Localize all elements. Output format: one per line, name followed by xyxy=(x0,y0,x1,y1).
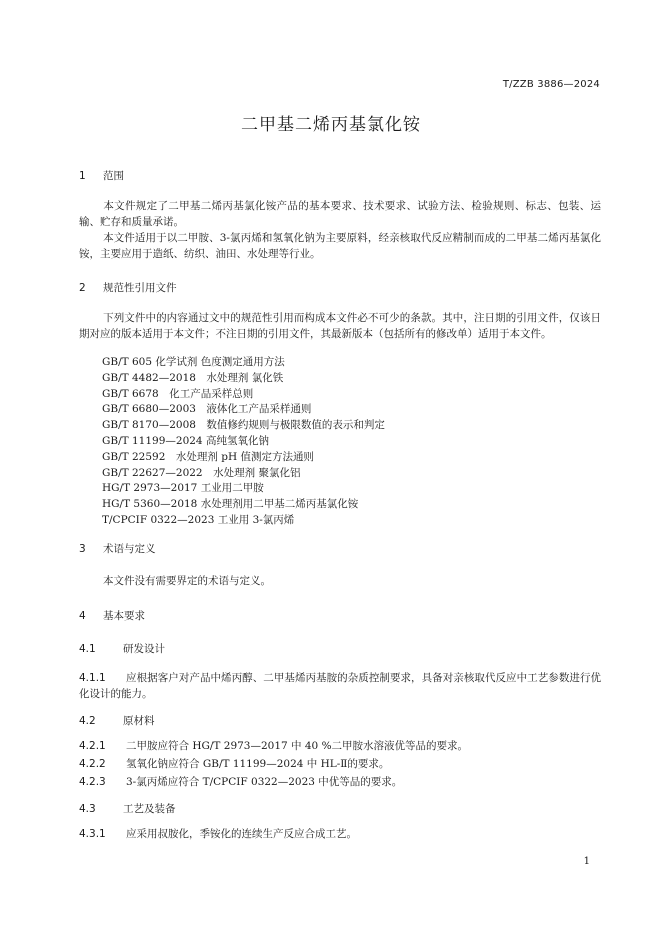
clause-4-3-1 xyxy=(79,826,357,842)
clause-4-2-3 xyxy=(79,774,402,790)
reference-item: GB/T 605 化学试剂 色度测定通用方法 xyxy=(102,356,285,368)
section-1-paragraph-1 xyxy=(79,198,601,230)
section-title: 范围 xyxy=(103,170,124,182)
section-number: 2 xyxy=(79,282,86,294)
reference-item: GB/T 22627—2022 水处理剂 聚氯化铝 xyxy=(102,466,301,479)
clause-number: 4.3.1 xyxy=(79,828,106,840)
clause-number: 4.2.2 xyxy=(79,758,106,770)
reference-item: GB/T 22592 水处理剂 pH 值测定方法通则 xyxy=(102,450,314,463)
section-1-heading xyxy=(79,168,124,183)
section-2-heading xyxy=(79,280,177,295)
reference-item: GB/T 4482—2018 水处理剂 氯化铁 xyxy=(102,371,284,384)
section-number: 4.2 xyxy=(79,715,96,727)
paragraph-text: 下列文件中的内容通过文中的规范性引用而构成本文件必不可少的条款。其中，注日期的引用文件，仅该日期对应的版本适用于本文件；不注日期的引用文件，其最新版本（包括所有的修改单）适用于本文件。 xyxy=(79,312,601,340)
section-title: 基本要求 xyxy=(103,610,145,622)
clause-4-1-1 xyxy=(79,670,601,702)
reference-item: GB/T 6678 化工产品采样总则 xyxy=(102,387,254,400)
clause-text: 应采用叔胺化，季铵化的连续生产反应合成工艺。 xyxy=(126,828,357,840)
section-title: 研发设计 xyxy=(123,643,165,655)
section-number: 4.1 xyxy=(79,643,96,655)
section-number: 3 xyxy=(79,543,86,555)
section-3-heading xyxy=(79,541,156,556)
page-number: 1 xyxy=(583,856,590,867)
reference-item: HG/T 2973—2017 工业用二甲胺 xyxy=(102,482,264,495)
section-title: 术语与定义 xyxy=(103,543,156,555)
section-4-1-heading xyxy=(79,641,165,656)
section-title: 工艺及装备 xyxy=(123,803,176,815)
reference-item: HG/T 5360—2018 水处理剂用二甲基二烯丙基氯化铵 xyxy=(102,498,359,511)
reference-item: GB/T 6680—2003 液体化工产品采样通则 xyxy=(102,403,312,416)
reference-item: GB/T 11199—2024 高纯氢氧化钠 xyxy=(102,434,269,447)
page-title: 二甲基二烯丙基氯化铵 xyxy=(241,115,421,135)
reference-item: GB/T 8170—2008 数值修约规则与极限数值的表示和判定 xyxy=(102,419,385,432)
section-3-paragraph-1 xyxy=(79,573,601,589)
clause-text: 3-氯丙烯应符合 T/CPCIF 0322—2023 中优等品的要求。 xyxy=(126,776,403,788)
clause-4-2-1 xyxy=(79,738,468,754)
clause-text: 应根据客户对产品中烯丙醇、二甲基烯丙基胺的杂质控制要求，具备对亲核取代反应中工艺参数进行优化设计的能力。 xyxy=(79,672,601,700)
reference-list xyxy=(102,355,385,529)
clause-number: 4.2.3 xyxy=(79,776,106,788)
section-4-3-heading xyxy=(79,801,176,816)
paragraph-text: 本文件没有需要界定的术语与定义。 xyxy=(103,575,271,587)
clause-number: 4.2.1 xyxy=(79,740,106,752)
section-4-2-heading xyxy=(79,713,155,728)
clause-text: 氢氧化钠应符合 GB/T 11199—2024 中 HL-Ⅱ的要求。 xyxy=(126,758,390,770)
section-title: 原材料 xyxy=(123,715,155,727)
section-1-paragraph-2 xyxy=(79,230,601,262)
clause-text: 二甲胺应符合 HG/T 2973—2017 中 40 %二甲胺水溶液优等品的要求。 xyxy=(126,740,469,752)
section-title: 规范性引用文件 xyxy=(103,282,177,294)
section-number: 4.3 xyxy=(79,803,96,815)
clause-number: 4.1.1 xyxy=(79,672,106,684)
clause-4-2-2 xyxy=(79,756,389,772)
section-4-heading xyxy=(79,608,145,623)
section-number: 1 xyxy=(79,170,86,182)
paragraph-text: 本文件适用于以二甲胺、3-氯丙烯和氢氧化钠为主要原料，经亲核取代反应精制而成的二甲基二烯丙基氯化铵，主要应用于造纸、纺织、油田、水处理等行业。 xyxy=(79,232,601,260)
reference-item: T/CPCIF 0322—2023 工业用 3-氯丙烯 xyxy=(102,513,295,526)
paragraph-text: 本文件规定了二甲基二烯丙基氯化铵产品的基本要求、技术要求、试验方法、检验规则、标志、包装、运输、贮存和质量承诺。 xyxy=(79,200,601,228)
standard-number: T/ZZB 3886—2024 xyxy=(502,79,600,90)
section-2-paragraph-1 xyxy=(79,310,601,342)
section-number: 4 xyxy=(79,610,86,622)
